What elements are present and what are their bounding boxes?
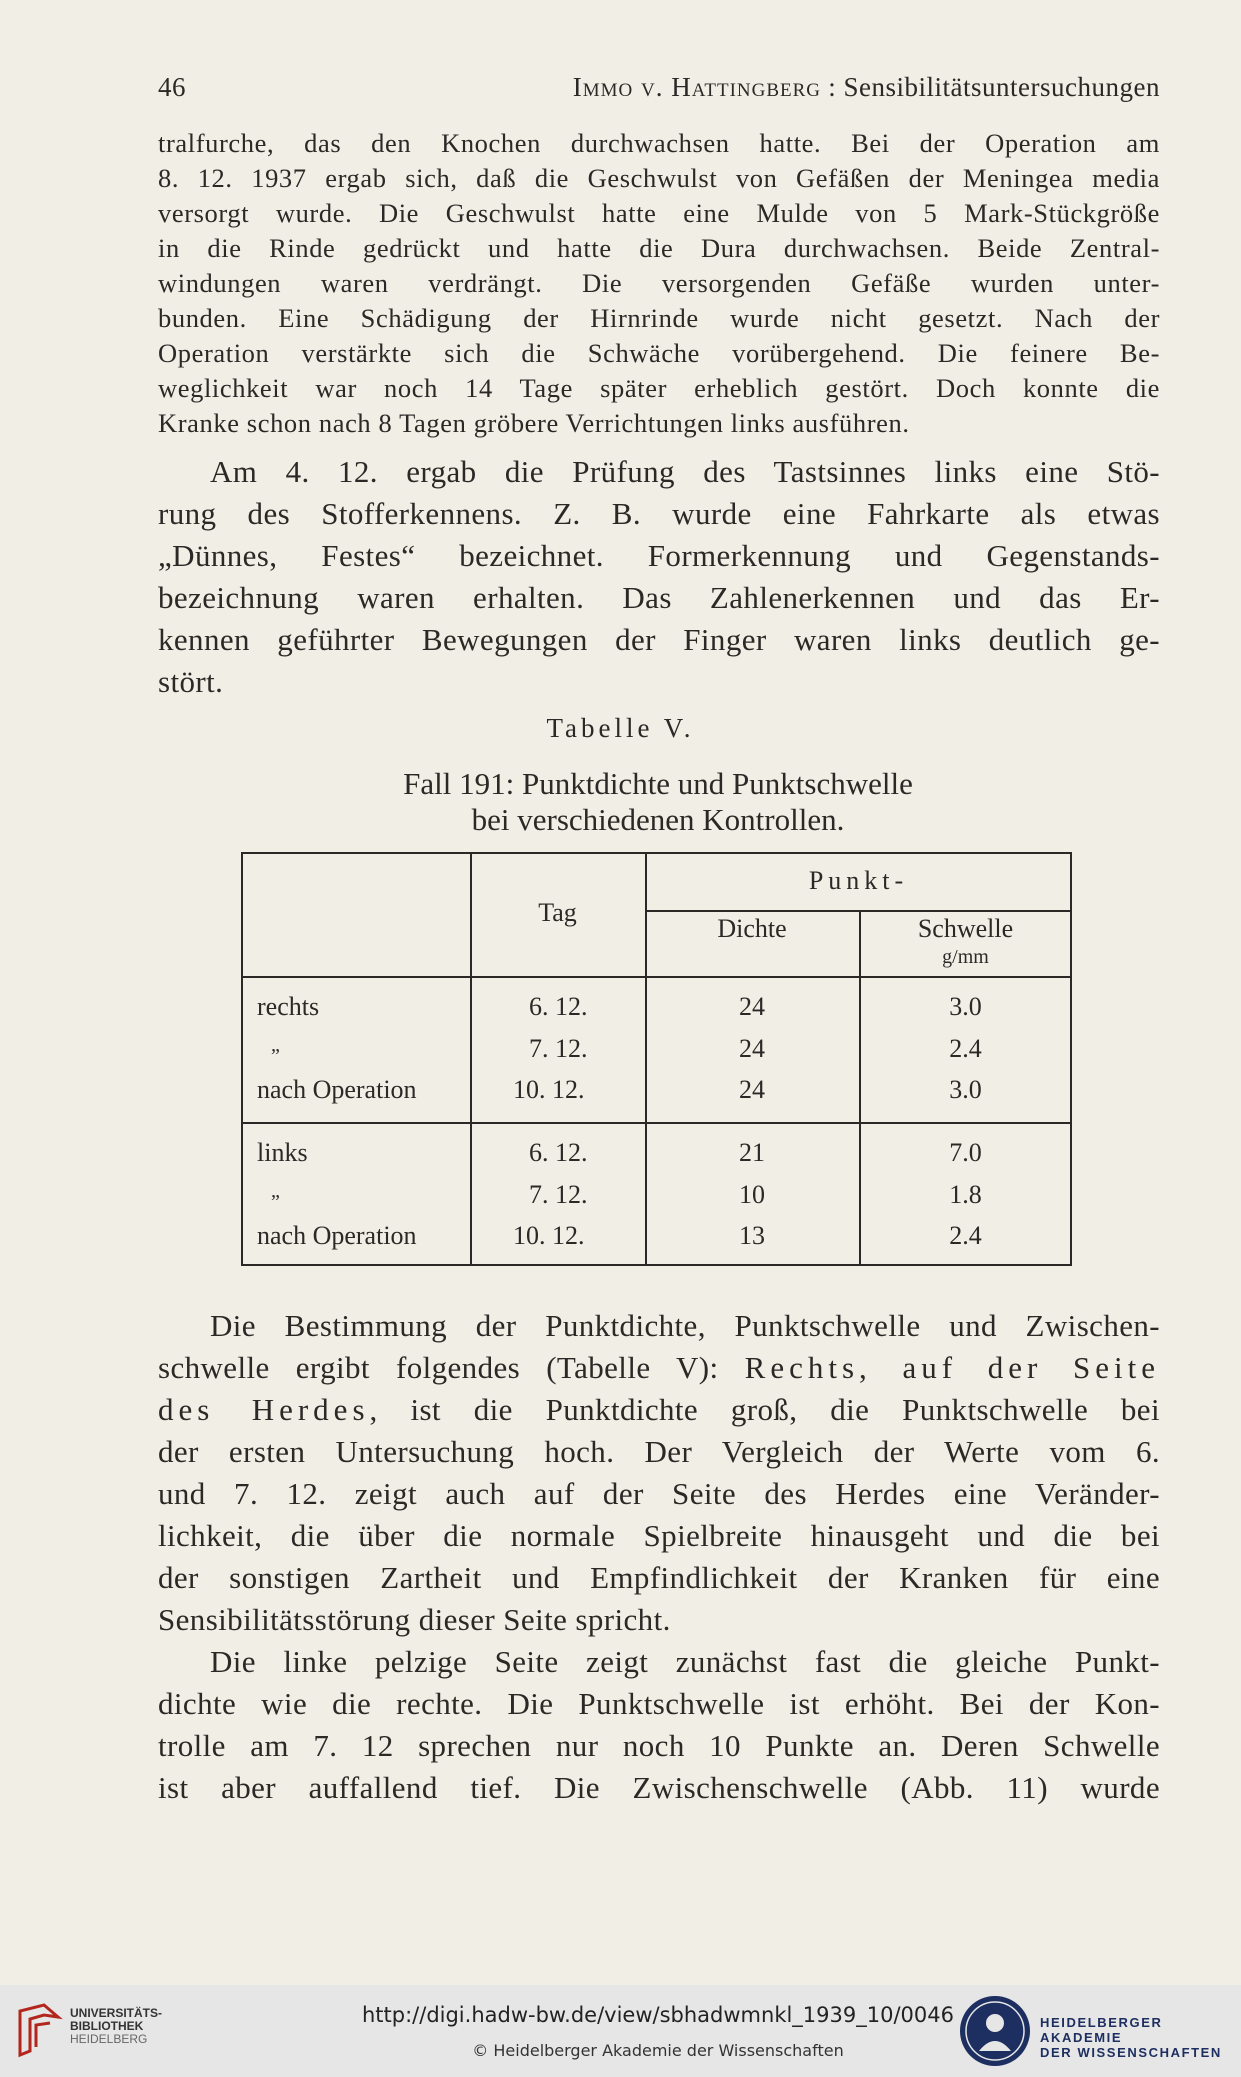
text-line: ist aber auffallend tief. Die Zwischenschwelle (Abb. 11) wurde [158,1770,1160,1805]
text-line: der sonstigen Zartheit und Empfindlichkeit der Kranken für eine [158,1560,1160,1595]
text-line: der ersten Untersuchung hoch. Der Vergleich der Werte vom 6. [158,1434,1160,1469]
data-table [241,852,1072,1266]
spaced-emphasis: des Herdes [158,1392,370,1427]
text-line [158,1347,1160,1389]
table-rule [243,1122,1070,1124]
row-tag: 6. 12. [529,992,588,1021]
paragraph-linke-seite [158,1641,1160,1809]
text-line: bezeichnung waren erhalten. Das Zahlenerkennen und das Er- [158,580,1160,615]
text-line: windungen waren verdrängt. Die versorgenden Gefäße wurden unter- [158,268,1160,298]
header-schwelle: Schwelle [917,914,1014,943]
page-number: 46 [158,72,186,102]
case-history-text [158,126,1160,441]
text-line: lichkeit, die über die normale Spielbreite hinausgeht und die bei [158,1518,1160,1553]
academy-seal-icon [957,1993,1033,2069]
header-dichte: Dichte [717,914,787,943]
row-dichte: 24 [739,1075,765,1104]
text-line: in die Rinde gedrückt und hatte die Dura durchwachsen. Beide Zentral- [158,233,1160,263]
text-line: rung des Stofferkennens. Z. B. wurde eine Fahrkarte als etwas [158,496,1160,531]
row-dichte: 21 [739,1138,765,1167]
header-unit: g/mm [942,946,989,968]
text-line: tralfurche, das den Knochen durchwachsen hatte. Bei der Operation am [158,128,1160,158]
text-run: schwelle ergibt folgendes (Tabelle V): [158,1350,745,1385]
text-line: bunden. Eine Schädigung der Hirnrinde wurde nicht gesetzt. Nach der [158,303,1160,333]
row-dichte: 13 [739,1221,765,1250]
academy-name [1040,2015,1241,2060]
row-schwelle: 2.4 [949,1034,982,1063]
row-side: nach Operation [257,1221,417,1250]
row-schwelle: 3.0 [949,992,982,1021]
table-caption-line-2: bei verschiedenen Kontrollen. [471,802,845,837]
paragraph-tastsinn [158,451,1160,703]
table-caption-line-1: Fall 191: Punktdichte und Punktschwelle [403,766,913,801]
text-line: Die Bestimmung der Punktdichte, Punktschwelle und Zwischen- [210,1308,1160,1343]
row-side: links [257,1138,308,1167]
text-line: Operation verstärkte sich die Schwäche vorübergehend. Die feinere Be- [158,338,1160,368]
text-line: weglichkeit war noch 14 Tage später erheblich gestört. Doch konnte die [158,373,1160,403]
author-name: Immo v. Hattingberg [572,72,822,102]
header-punkt: Punkt- [808,866,909,895]
library-line: UNIVERSITÄTS- [70,2006,163,2020]
row-side: rechts [257,992,320,1021]
text-line: 8. 12. 1937 ergab sich, daß die Geschwulst von Gefäßen der Meningea media [158,163,1160,193]
row-side-ditto: „ [271,1180,280,1202]
row-dichte: 24 [739,1034,765,1063]
text-line: stört. [158,664,224,699]
row-side: nach Operation [257,1075,417,1104]
row-tag: 7. 12. [529,1034,588,1063]
table-rule [645,910,1070,912]
source-url-link[interactable]: http://digi.hadw-bw.de/view/sbhadwmnkl_1939_10/0046 [361,2003,954,2027]
running-title: Immo v. Hattingberg : Sensibilitätsuntersuchungen [572,72,1160,102]
row-dichte: 24 [739,992,765,1021]
text-line: Sensibilitätsstörung dieser Seite spricht. [158,1602,671,1637]
row-tag: 10. 12. [513,1075,585,1104]
text-line: dichte wie die rechte. Die Punktschwelle ist erhöht. Bei der Kon- [158,1686,1160,1721]
text-line: Die linke pelzige Seite zeigt zunächst fast die gleiche Punkt- [210,1644,1160,1679]
row-schwelle: 2.4 [949,1221,982,1250]
header-tag: Tag [538,898,577,927]
row-tag: 6. 12. [529,1138,588,1167]
text-line: trolle am 7. 12 sprechen nur noch 10 Punkte an. Deren Schwelle [158,1728,1160,1763]
spaced-emphasis: Rechts, auf der Seite [744,1350,1160,1385]
row-schwelle: 1.8 [949,1180,982,1209]
row-tag: 7. 12. [529,1180,588,1209]
text-run: , ist die Punktdichte groß, die Punktschwelle bei [369,1392,1160,1427]
text-line: kennen geführter Bewegungen der Finger waren links deutlich ge- [158,622,1160,657]
text-line [158,1389,1160,1431]
library-line: HEIDELBERG [70,2032,148,2046]
text-line: versorgt wurde. Die Geschwulst hatte eine Mulde von 5 Mark-Stückgröße [158,198,1160,228]
table-label: Tabelle V. [546,713,695,743]
header-title: Sensibilitätsuntersuchungen [843,72,1160,102]
row-tag: 10. 12. [513,1221,585,1250]
row-side-ditto: „ [271,1034,280,1056]
copyright-notice: © Heidelberger Akademie der Wissenschaften [472,2041,844,2060]
row-dichte: 10 [739,1180,765,1209]
row-schwelle: 7.0 [949,1138,982,1167]
text-line: Kranke schon nach 8 Tagen gröbere Verrichtungen links ausführen. [158,408,910,438]
digitization-footer [0,1985,1241,2077]
paragraph-bestimmung [158,1305,1160,1641]
text-line: Am 4. 12. ergab die Prüfung des Tastsinnes links eine Stö- [210,454,1160,489]
academy-line: DER WISSENSCHAFTEN [1040,2045,1222,2060]
text-line: und 7. 12. zeigt auch auf der Seite des Herdes eine Veränder- [158,1476,1160,1511]
academy-line: HEIDELBERGER AKADEMIE [1040,2015,1163,2045]
table-rule [243,976,1070,978]
library-line: BIBLIOTHEK [70,2019,144,2033]
row-schwelle: 3.0 [949,1075,982,1104]
text-line: „Dünnes, Festes“ bezeichnet. Formerkennung und Gegenstands- [158,538,1160,573]
